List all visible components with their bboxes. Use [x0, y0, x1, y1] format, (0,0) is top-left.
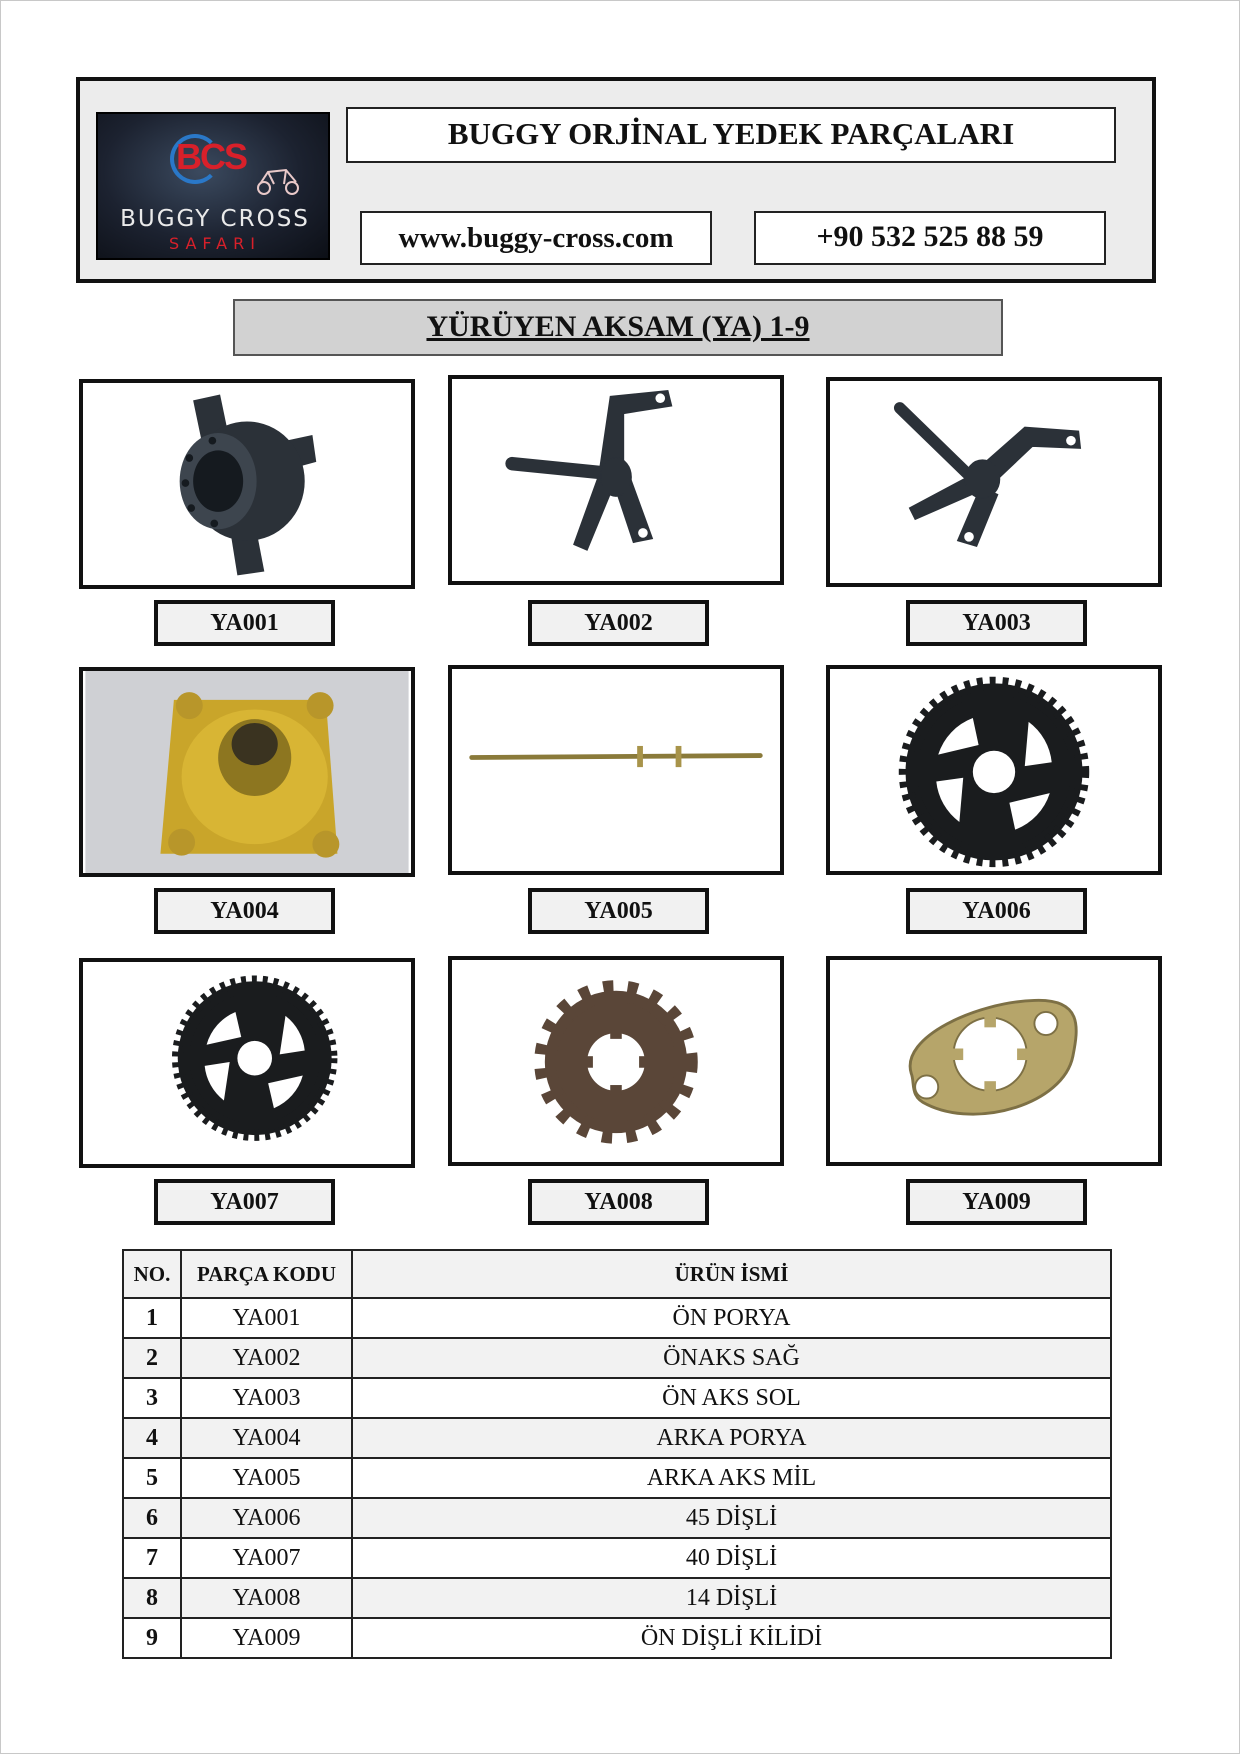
logo-text-safari: SAFARI	[169, 234, 261, 253]
rear-hub-icon	[83, 671, 411, 873]
product-photo-ya004[interactable]	[79, 667, 415, 877]
rear-axle-shaft-icon	[452, 669, 780, 871]
product-code-ya005: YA005	[528, 888, 709, 934]
row-name: ARKA PORYA	[352, 1418, 1111, 1458]
parts-table	[122, 1249, 1112, 1659]
row-name: ÖNAKS SAĞ	[352, 1338, 1111, 1378]
row-no: 9	[123, 1618, 181, 1658]
row-name: ÖN AKS SOL	[352, 1378, 1111, 1418]
sprocket-14-icon	[452, 960, 780, 1162]
table-row	[123, 1378, 1111, 1418]
section-title-text: YÜRÜYEN AKSAM (YA) 1-9	[426, 310, 810, 343]
product-code-ya002: YA002	[528, 600, 709, 646]
product-code-ya003: YA003	[906, 600, 1087, 646]
buggy-cross-logo	[96, 112, 330, 260]
row-code: YA008	[181, 1578, 352, 1618]
row-code: YA006	[181, 1498, 352, 1538]
row-name: ARKA AKS MİL	[352, 1458, 1111, 1498]
header-no: NO.	[123, 1250, 181, 1298]
sprocket-lock-plate-icon	[830, 960, 1158, 1162]
section-title	[233, 299, 1003, 356]
steering-knuckle-right-icon	[452, 379, 780, 581]
row-name: ÖN PORYA	[352, 1298, 1111, 1338]
row-code: YA002	[181, 1338, 352, 1378]
table-row	[123, 1618, 1111, 1658]
table-row	[123, 1538, 1111, 1578]
sprocket-40-icon	[83, 962, 411, 1164]
row-code: YA009	[181, 1618, 352, 1658]
table-row	[123, 1458, 1111, 1498]
row-no: 4	[123, 1418, 181, 1458]
sprocket-45-icon	[830, 669, 1158, 871]
page-title: BUGGY ORJİNAL YEDEK PARÇALARI	[346, 107, 1116, 163]
row-no: 2	[123, 1338, 181, 1378]
row-no: 1	[123, 1298, 181, 1338]
table-row	[123, 1498, 1111, 1538]
logo-text-buggy-cross: BUGGY CROSS	[120, 206, 310, 232]
product-photo-ya001[interactable]	[79, 379, 415, 589]
header-panel	[76, 77, 1156, 283]
steering-knuckle-left-icon	[830, 381, 1158, 583]
table-header-row	[123, 1250, 1111, 1298]
phone-number[interactable]: +90 532 525 88 59	[754, 211, 1106, 265]
product-photo-ya007[interactable]	[79, 958, 415, 1168]
product-code-ya008: YA008	[528, 1179, 709, 1225]
table-row	[123, 1578, 1111, 1618]
row-name: 45 DİŞLİ	[352, 1498, 1111, 1538]
product-code-ya001: YA001	[154, 600, 335, 646]
product-photo-ya002[interactable]	[448, 375, 784, 585]
row-name: ÖN DİŞLİ KİLİDİ	[352, 1618, 1111, 1658]
row-name: 40 DİŞLİ	[352, 1538, 1111, 1578]
header-part-code: PARÇA KODU	[181, 1250, 352, 1298]
product-photo-ya003[interactable]	[826, 377, 1162, 587]
front-hub-icon	[83, 383, 411, 585]
product-photo-ya005[interactable]	[448, 665, 784, 875]
row-name: 14 DİŞLİ	[352, 1578, 1111, 1618]
product-code-ya009: YA009	[906, 1179, 1087, 1225]
row-code: YA004	[181, 1418, 352, 1458]
product-photo-ya006[interactable]	[826, 665, 1162, 875]
row-no: 5	[123, 1458, 181, 1498]
row-no: 8	[123, 1578, 181, 1618]
row-no: 3	[123, 1378, 181, 1418]
website-link[interactable]: www.buggy-cross.com	[360, 211, 712, 265]
product-code-ya006: YA006	[906, 888, 1087, 934]
row-code: YA005	[181, 1458, 352, 1498]
product-photo-ya008[interactable]	[448, 956, 784, 1166]
table-row	[123, 1338, 1111, 1378]
header-product-name: ÜRÜN İSMİ	[352, 1250, 1111, 1298]
table-row	[123, 1298, 1111, 1338]
row-no: 6	[123, 1498, 181, 1538]
product-photo-ya009[interactable]	[826, 956, 1162, 1166]
row-code: YA003	[181, 1378, 352, 1418]
row-code: YA001	[181, 1298, 352, 1338]
row-no: 7	[123, 1538, 181, 1578]
product-code-ya004: YA004	[154, 888, 335, 934]
product-code-ya007: YA007	[154, 1179, 335, 1225]
table-row	[123, 1418, 1111, 1458]
row-code: YA007	[181, 1538, 352, 1578]
logo-badge: BCS	[176, 136, 247, 177]
buggy-car-icon	[254, 162, 302, 196]
